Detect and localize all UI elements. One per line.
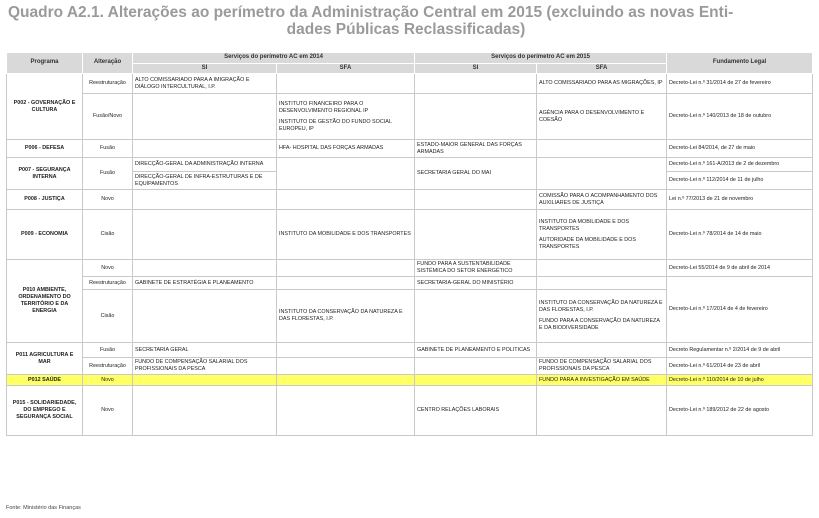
source-note: Fonte: Ministério das Finanças (6, 505, 81, 511)
si-2015-cell: GABINETE DE PLANEAMENTO E POLITICAS (415, 343, 537, 358)
alteracao-cell: Cisão (83, 290, 133, 343)
si-2014-cell: GABINETE DE ESTRATÉGIA E PLANEAMENTO (133, 277, 277, 290)
fundamento-cell: Decreto-Lei 55/2014 de 9 de abril de 2014 (667, 260, 813, 277)
alteracao-cell: Novo (83, 190, 133, 210)
alteracao-cell: Fusão (83, 158, 133, 190)
si-2014-cell: DIRECÇÃO-GERAL DE INFRA-ESTRUTURAS E DE EQUIPAMENTOS (133, 172, 277, 190)
fundamento-cell: Decreto-Lei n.º 17/2014 de 4 de fevereiro (667, 277, 813, 343)
programa-cell: P006 - DEFESA (7, 140, 83, 158)
sfa-2015-entry: FUNDO PARA A CONSERVAÇÃO DA NATUREZA E DA BIODIVERSIDADE (539, 318, 660, 331)
sfa-2015-cell (537, 260, 667, 277)
sfa-2015-cell (537, 140, 667, 158)
header-alteracao: Alteração (83, 53, 133, 74)
si-2015-cell (415, 210, 537, 260)
sfa-2014-cell: INSTITUTO DA MOBILIDADE E DOS TRANSPORTES (277, 210, 415, 260)
programa-cell: P009 - ECONOMIA (7, 210, 83, 260)
si-2014-cell: FUNDO DE COMPENSAÇÃO SALARIAL DOS PROFISSIONAIS DA PESCA (133, 358, 277, 375)
fundamento-cell: Decreto-Lei n.º 78/2014 de 14 de maio (667, 210, 813, 260)
fundamento-cell: Decreto Regulamentar n.º 2/2014 de 9 de abril (667, 343, 813, 358)
fundamento-cell: Decreto-Lei n.º 61/2014 de 23 de abril (667, 358, 813, 375)
fundamento-cell: Decreto-Lei 84/2014, de 27 de maio (667, 140, 813, 158)
si-2014-cell (133, 94, 277, 140)
alteracao-cell: Fusão/Novo (83, 94, 133, 140)
table-row-highlighted (7, 375, 813, 386)
sfa-2015-cell: AGÊNCIA PARA O DESENVOLVIMENTO E COESÃO (537, 94, 667, 140)
si-2015-cell: FUNDO PARA A SUSTENTABILIDADE SISTÉMICA DO SETOR ENERGÉTICO (415, 260, 537, 277)
perimeter-changes-table (6, 52, 813, 436)
si-2014-cell (133, 190, 277, 210)
title-line-1: Quadro A2.1. Alterações ao perímetro da Administração Central em 2015 (excluindo as novas Enti- (8, 4, 734, 21)
header-sfa-2015: SFA (537, 63, 667, 74)
sfa-2014-cell (277, 358, 415, 375)
sfa-2015-cell (537, 386, 667, 436)
sfa-2014-cell (277, 277, 415, 290)
si-2015-cell (415, 375, 537, 386)
fundamento-cell: Decreto-Lei n.º 112/2014 de 11 de julho (667, 172, 813, 190)
table-row (7, 190, 813, 210)
table-row (7, 74, 813, 94)
header-si-2014: SI (133, 63, 277, 74)
sfa-2014-cell (277, 190, 415, 210)
header-group-2014: Serviços do perímetro AC em 2014 (133, 53, 415, 64)
si-2014-cell (133, 140, 277, 158)
sfa-2014-cell (277, 94, 415, 140)
sfa-2015-entry: INSTITUTO DA MOBILIDADE E DOS TRANSPORTES (539, 218, 630, 232)
fundamento-cell: Decreto-Lei n.º 189/2012 de 22 de agosto (667, 386, 813, 436)
table-row (7, 358, 813, 375)
alteracao-cell: Fusão (83, 140, 133, 158)
sfa-2014-cell (277, 260, 415, 277)
programa-cell: P015 - SOLIDARIEDADE, DO EMPREGO E SEGURANÇA SOCIAL (7, 386, 83, 436)
sfa-2015-cell: FUNDO PARA A INVESTIGAÇÃO EM SAÚDE (537, 375, 667, 386)
si-2014-cell (133, 290, 277, 343)
sfa-2014-cell (277, 375, 415, 386)
table-row (7, 94, 813, 140)
page-title (6, 4, 806, 38)
header-sfa-2014: SFA (277, 63, 415, 74)
fundamento-cell: Lei n.º 77/2013 de 21 de novembro (667, 190, 813, 210)
si-2015-cell: SECRETARIA GERAL DO MAI (415, 158, 537, 190)
si-2014-cell: ALTO COMISSARIADO PARA A IMIGRAÇÃO E DIÁLOGO INTERCULTURAL, I.P. (133, 74, 277, 94)
fundamento-cell: Decreto-Lei n.º 31/2014 de 27 de fevereiro (667, 74, 813, 94)
table-row (7, 260, 813, 277)
si-2015-cell: ESTADO-MAIOR GENERAL DAS FORÇAS ARMADAS (415, 140, 537, 158)
table-row (7, 343, 813, 358)
programa-cell: P011 AGRICULTURA E MAR (7, 343, 83, 375)
programa-cell: P010 AMBIENTE, ORDENAMENTO DO TERRITÓRIO E DA ENERGIA (7, 260, 83, 343)
alteracao-cell: Cisão (83, 210, 133, 260)
header-group-2015: Serviços do perímetro AC em 2015 (415, 53, 667, 64)
si-2015-cell (415, 290, 537, 343)
sfa-2015-entry: AUTORIDADE DA MOBILIDADE E DOS TRANSPORTES (539, 236, 636, 250)
sfa-2015-cell (537, 210, 667, 260)
programa-cell: P007 - SEGURANÇA INTERNA (7, 158, 83, 190)
si-2014-cell (133, 260, 277, 277)
si-2014-cell: SECRETARIA GERAL (133, 343, 277, 358)
sfa-2015-cell (537, 158, 667, 190)
programa-cell: P008 - JUSTIÇA (7, 190, 83, 210)
table-row (7, 158, 813, 172)
sfa-2014-entry: INSTITUTO DE GESTÃO DO FUNDO SOCIAL EUROPEU, IP (279, 118, 392, 132)
sfa-2015-cell: COMISSÃO PARA O ACOMPANHAMENTO DOS AUXILIARES DE JUSTIÇA (537, 190, 667, 210)
alteracao-cell: Reestruturação (83, 277, 133, 290)
fundamento-cell: Decreto-Lei n.º 140/2013 de 18 de outubro (667, 94, 813, 140)
sfa-2014-entry: INSTITUTO FINANCEIRO PARA O DESENVOLVIMENTO REGIONAL IP (279, 100, 369, 114)
fundamento-cell: Decreto-Lei n.º 110/2014 de 10 de julho (667, 375, 813, 386)
sfa-2015-cell (537, 290, 667, 343)
programa-cell: P002 - GOVERNAÇÃO E CULTURA (7, 74, 83, 140)
si-2015-cell (415, 190, 537, 210)
si-2015-cell: CENTRO RELAÇÕES LABORAIS (415, 386, 537, 436)
si-2015-cell (415, 74, 537, 94)
alteracao-cell: Fusão (83, 343, 133, 358)
si-2014-cell (133, 375, 277, 386)
sfa-2014-cell (277, 158, 415, 190)
sfa-2014-cell (277, 343, 415, 358)
sfa-2015-entry: INSTITUTO DA CONSERVAÇÃO DA NATUREZA E DAS FLORESTAS, I.P. (539, 300, 663, 313)
alteracao-cell: Reestruturação (83, 358, 133, 375)
table-row (7, 210, 813, 260)
alteracao-cell: Novo (83, 386, 133, 436)
table-row (7, 140, 813, 158)
sfa-2014-cell: INSTITUTO DA CONSERVAÇÃO DA NATUREZA E DAS FLORESTAS, I.P. (277, 290, 415, 343)
sfa-2015-cell: FUNDO DE COMPENSAÇÃO SALARIAL DOS PROFISSIONAIS DA PESCA (537, 358, 667, 375)
table-row (7, 277, 813, 290)
fundamento-cell: Decreto-Lei n.º 161-A/2013 de 2 de dezembro (667, 158, 813, 172)
title-line-2: dades Públicas Reclassificadas) (286, 21, 526, 38)
sfa-2015-cell (537, 343, 667, 358)
si-2014-cell: DIRECÇÃO-GERAL DA ADMINISTRAÇÃO INTERNA (133, 158, 277, 172)
si-2014-cell (133, 210, 277, 260)
sfa-2015-cell (537, 277, 667, 290)
si-2014-cell (133, 386, 277, 436)
sfa-2015-cell: ALTO COMISSARIADO PARA AS MIGRAÇÕES, IP (537, 74, 667, 94)
header-si-2015: SI (415, 63, 537, 74)
si-2015-cell (415, 358, 537, 375)
sfa-2014-cell (277, 386, 415, 436)
si-2015-cell: SECRETARIA-GERAL DO MINISTÉRIO (415, 277, 537, 290)
alteracao-cell: Reestruturação (83, 74, 133, 94)
header-fundamento: Fundamento Legal (667, 53, 813, 74)
programa-cell: P012 SAÚDE (7, 375, 83, 386)
sfa-2014-cell: HFA- HOSPITAL DAS FORÇAS ARMADAS (277, 140, 415, 158)
sfa-2014-cell (277, 74, 415, 94)
si-2015-cell (415, 94, 537, 140)
alteracao-cell: Novo (83, 375, 133, 386)
header-programa: Programa (7, 53, 83, 74)
alteracao-cell: Novo (83, 260, 133, 277)
table-row (7, 386, 813, 436)
